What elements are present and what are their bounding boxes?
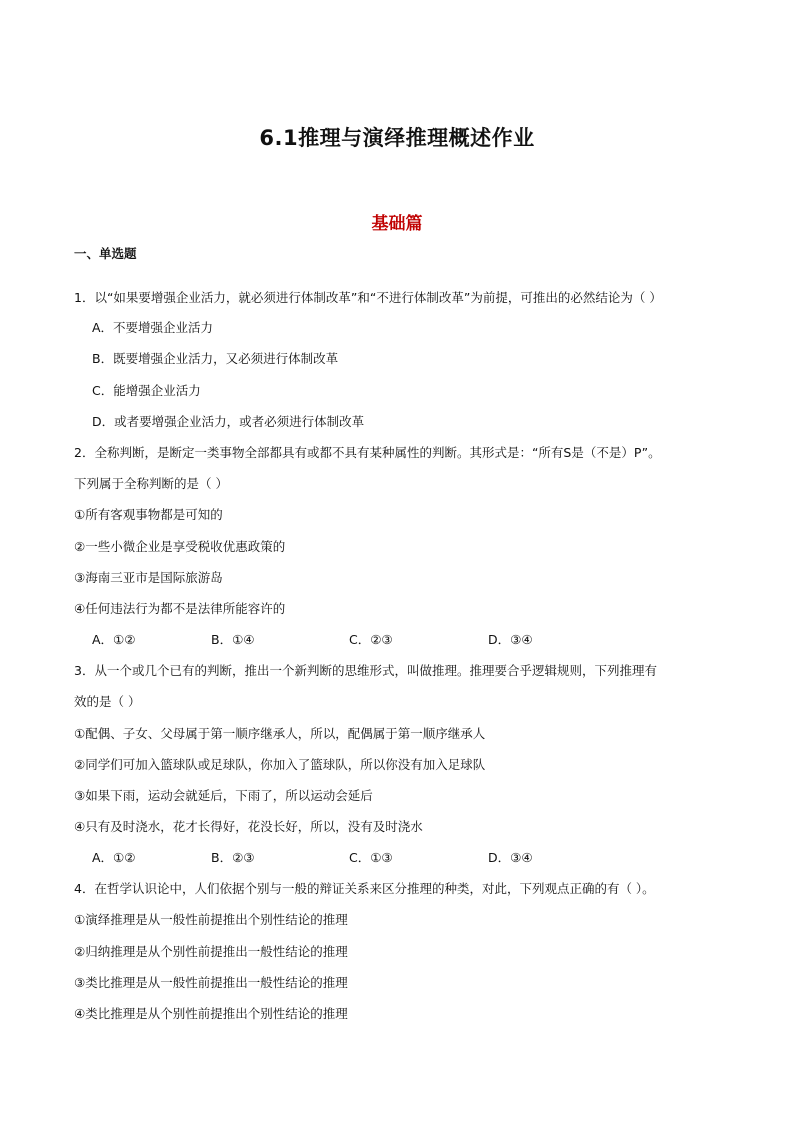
question-2-statement-4: ④任何违法行为都不是法律所能容许的 — [74, 601, 286, 616]
question-3-statement-1: ①配偶、子女、父母属于第一顺序继承人，所以，配偶属于第一顺序继承人 — [74, 726, 486, 741]
question-1-option-a: A．不要增强企业活力 — [92, 320, 214, 335]
part-heading: 一、单选题 — [74, 246, 137, 261]
question-3-statement-3: ③如果下雨，运动会就延后，下雨了，所以运动会延后 — [74, 788, 373, 803]
question-3-option-d: D．③④ — [488, 850, 533, 865]
question-1-option-d: D．或者要增强企业活力，或者必须进行体制改革 — [92, 414, 365, 429]
question-3-stem-line-2: 效的是（ ） — [74, 694, 141, 709]
question-2-statement-3: ③海南三亚市是国际旅游岛 — [74, 570, 223, 585]
question-3-option-b: B．②③ — [211, 850, 255, 865]
question-2-stem-line-1: 2．全称判断，是断定一类事物全部都具有或都不具有某种属性的判断。其形式是：“所有S是（不是）P”。 — [74, 445, 661, 460]
question-2-option-b: B．①④ — [211, 632, 255, 647]
question-3-statement-4: ④只有及时浇水，花才长得好，花没长好，所以，没有及时浇水 — [74, 819, 423, 834]
question-2-option-d: D．③④ — [488, 632, 533, 647]
question-4-statement-2: ②归纳推理是从个别性前提推出一般性结论的推理 — [74, 944, 348, 959]
question-4-statement-1: ①演绎推理是从一般性前提推出个别性结论的推理 — [74, 912, 348, 927]
question-2-statement-1: ①所有客观事物都是可知的 — [74, 507, 223, 522]
question-2-option-c: C．②③ — [349, 632, 393, 647]
question-3-option-c: C．①③ — [349, 850, 393, 865]
question-3-stem-line-1: 3．从一个或几个已有的判断，推出一个新判断的思维形式，叫做推理。推理要合乎逻辑规则，下列推理有 — [74, 663, 657, 678]
question-1-option-c: C．能增强企业活力 — [92, 383, 201, 398]
question-4-stem: 4．在哲学认识论中，人们依据个别与一般的辩证关系来区分推理的种类，对此，下列观点正确的有（ ）。 — [74, 881, 655, 896]
question-4-statement-3: ③类比推理是从一般性前提推出一般性结论的推理 — [74, 975, 348, 990]
question-1-stem: 1．以“如果要增强企业活力，就必须进行体制改革”和“不进行体制改革”为前提，可推出的必然结论为（ ） — [74, 290, 662, 305]
question-2-stem-line-2: 下列属于全称判断的是（ ） — [74, 476, 228, 491]
section-heading: 基础篇 — [371, 214, 423, 234]
question-3-statement-2: ②同学们可加入篮球队或足球队，你加入了篮球队，所以你没有加入足球队 — [74, 757, 486, 772]
question-1-option-b: B．既要增强企业活力，又必须进行体制改革 — [92, 351, 339, 366]
question-4-statement-4: ④类比推理是从个别性前提推出个别性结论的推理 — [74, 1006, 348, 1021]
document-title: 6.1推理与演绎推理概述作业 — [259, 126, 535, 150]
question-3-option-a: A．①② — [92, 850, 136, 865]
question-2-option-a: A．①② — [92, 632, 136, 647]
question-2-statement-2: ②一些小微企业是享受税收优惠政策的 — [74, 539, 286, 554]
